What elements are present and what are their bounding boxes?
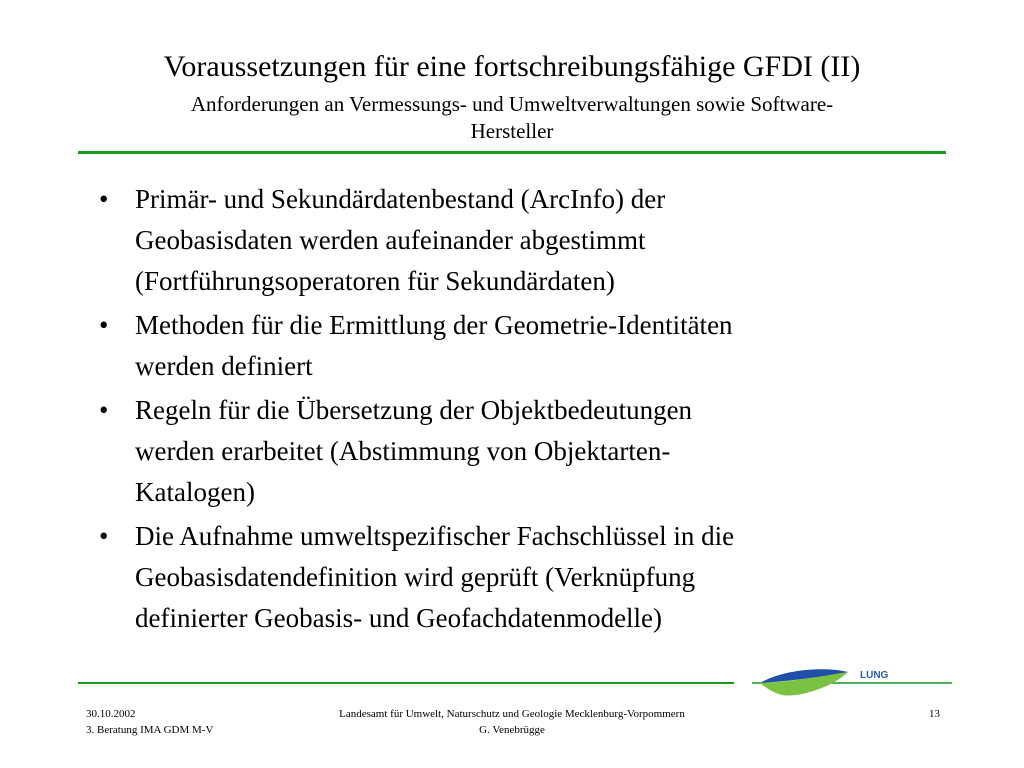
- bullet-line: werden definiert: [135, 351, 313, 381]
- slide-title: Voraussetzungen für eine fortschreibungsfähige GFDI (II): [163, 50, 861, 83]
- footer-center: [290, 706, 734, 738]
- footer-organisation: Landesamt für Umwelt, Naturschutz und Geologie Mecklenburg-Vorpommern: [339, 708, 685, 720]
- bullet-list: [95, 179, 925, 642]
- footer-divider: [78, 682, 734, 684]
- page-number: 13: [929, 708, 940, 720]
- lung-logo: [752, 662, 952, 702]
- footer-date: 30.10.2002: [86, 708, 136, 720]
- bullet-line: Geobasisdaten werden aufeinander abgestimmt: [135, 225, 646, 255]
- bullet-item: [95, 305, 925, 387]
- bullet-line: Die Aufnahme umweltspezifischer Fachschlüssel in die: [135, 521, 735, 551]
- footer-left: [86, 706, 213, 738]
- title-divider: [78, 151, 946, 154]
- slide-subtitle: [100, 91, 924, 145]
- bullet-item: [95, 516, 925, 639]
- bullet-line: Regeln für die Übersetzung der Objektbedeutungen: [135, 395, 693, 425]
- bullet-line: Primär- und Sekundärdatenbestand (ArcInfo) der: [135, 184, 666, 214]
- slide-subtitle-line: Hersteller: [470, 119, 554, 143]
- footer-event: 3. Beratung IMA GDM M-V: [86, 724, 214, 736]
- bullet-line: Geobasisdatendefinition wird geprüft (Verknüpfung: [135, 562, 696, 592]
- bullet-line: definierter Geobasis- und Geofachdatenmodelle): [135, 603, 663, 633]
- bullet-item: [95, 390, 925, 513]
- bullet-icon: •: [99, 521, 109, 551]
- bullet-line: werden erarbeitet (Abstimmung von Objektarten-: [135, 436, 671, 466]
- bullet-line: (Fortführungsoperatoren für Sekundärdaten): [135, 266, 615, 296]
- bullet-line: Katalogen): [135, 477, 255, 507]
- slide-subtitle-line: Anforderungen an Vermessungs- und Umweltverwaltungen sowie Software-: [190, 92, 834, 116]
- footer-author: G. Venebrügge: [479, 724, 545, 736]
- footer-right: [920, 706, 940, 722]
- bullet-icon: •: [99, 184, 109, 214]
- bullet-line: Methoden für die Ermittlung der Geometrie-Identitäten: [135, 310, 733, 340]
- bullet-icon: •: [99, 395, 109, 425]
- bullet-item: [95, 179, 925, 302]
- logo-text: LUNG: [860, 670, 889, 681]
- bullet-icon: •: [99, 310, 109, 340]
